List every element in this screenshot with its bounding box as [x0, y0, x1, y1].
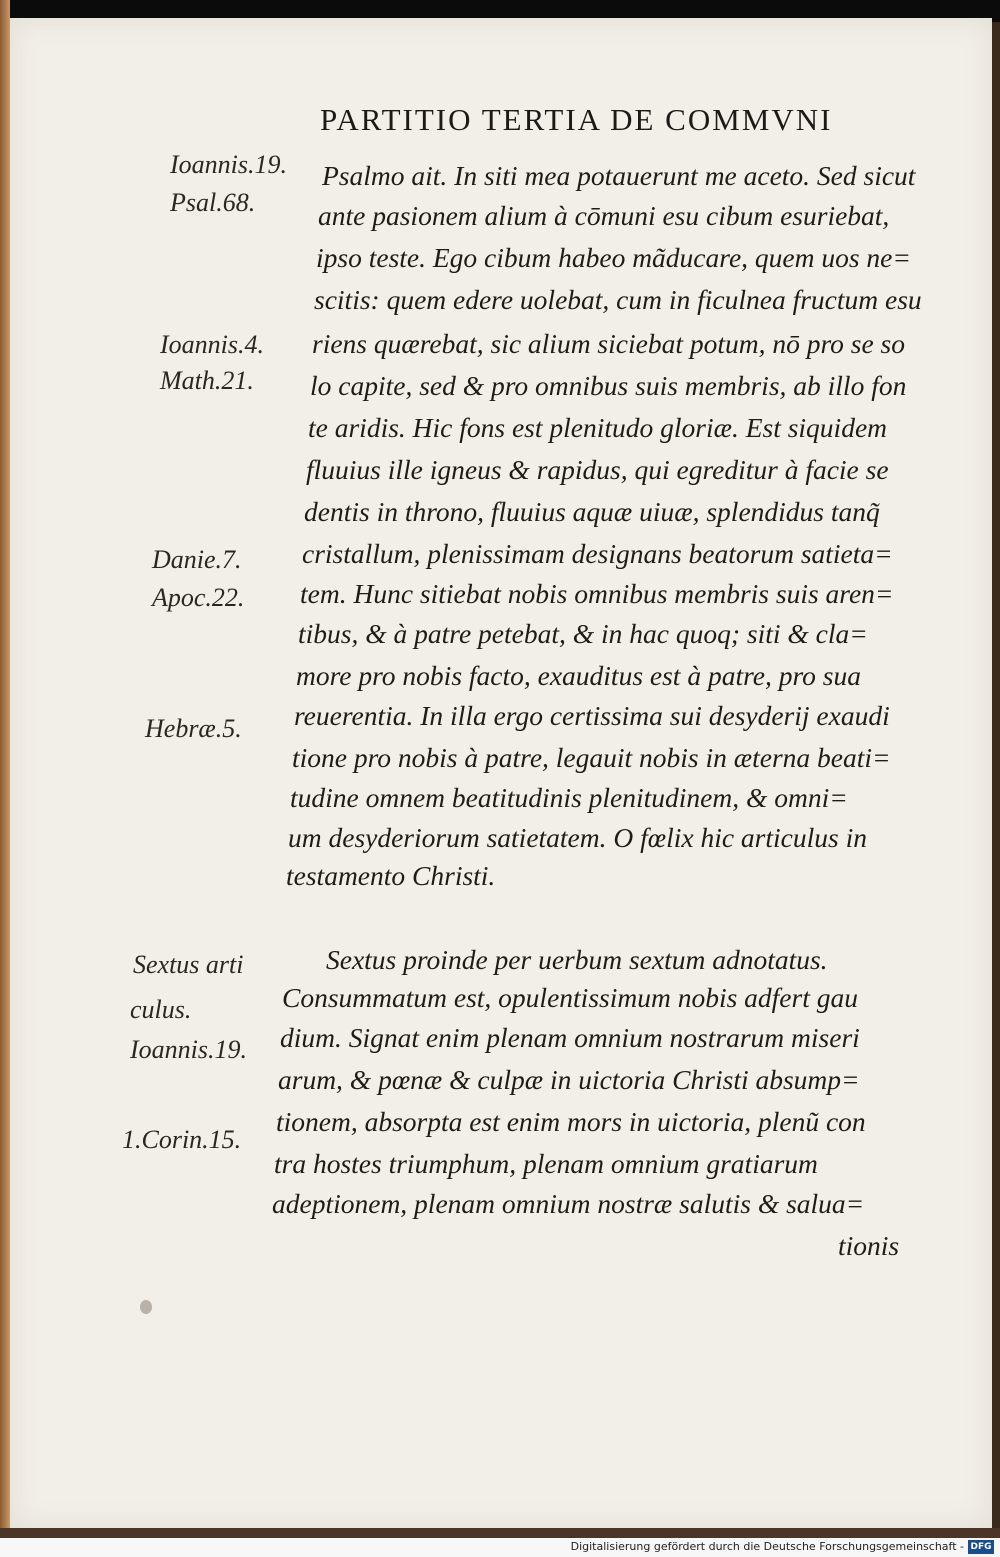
- digitization-credit: Digitalisierung gefördert durch die Deutsche Forschungsgemeinschaft -: [570, 1540, 964, 1553]
- body-line: arum, & pœnæ & culpæ in uictoria Christi absump=: [278, 1064, 860, 1095]
- book-edge: [0, 0, 10, 1530]
- body-line: more pro nobis facto, exauditus est à patre, pro sua: [296, 660, 861, 691]
- body-line: adeptionem, plenam omnium nostræ salutis & salua=: [272, 1188, 865, 1219]
- margin-note: Ioannis.19.: [130, 1035, 247, 1064]
- dfg-logo: DFG: [968, 1540, 994, 1554]
- body-line: scitis: quem edere uolebat, cum in ficulnea fructum esu: [314, 284, 922, 315]
- body-line: ante pasionem alium à cōmuni esu cibum esuriebat,: [318, 200, 890, 231]
- ink-blot: [140, 1300, 152, 1314]
- margin-note: Ioannis.19.: [170, 150, 287, 179]
- body-line: tudine omnem beatitudinis plenitudinem, & omni=: [290, 782, 848, 813]
- body-line: dentis in throno, fluuius aquæ uiuæ, splendidus tanq̃: [304, 496, 880, 527]
- body-line: tione pro nobis à patre, legauit nobis in æterna beati=: [292, 742, 891, 773]
- body-line: tibus, & à patre petebat, & in hac quoq; siti & cla=: [298, 618, 868, 649]
- body-line: um desyderiorum satietatem. O fœlix hic articulus in: [288, 822, 867, 853]
- body-line: dium. Signat enim plenam omnium nostrarum miseri: [280, 1022, 860, 1053]
- margin-note: Sextus arti: [133, 950, 244, 979]
- margin-note: culus.: [130, 995, 192, 1024]
- body-line: cristallum, plenissimam designans beatorum satieta=: [302, 538, 893, 569]
- margin-note: Ioannis.4.: [160, 330, 264, 359]
- running-header: PARTITIO TERTIA DE COMMVNI: [320, 102, 833, 137]
- margin-note: Apoc.22.: [152, 583, 245, 612]
- body-line: Psalmo ait. In siti mea potauerunt me aceto. Sed sicut: [322, 160, 916, 191]
- body-line: ipso teste. Ego cibum habeo mãducare, quem uos ne=: [316, 242, 911, 273]
- body-line: reuerentia. In illa ergo certissima sui desyderij exaudi: [294, 700, 890, 731]
- body-line: tem. Hunc sitiebat nobis omnibus membris suis aren=: [300, 578, 894, 609]
- margin-note: Psal.68.: [170, 188, 256, 217]
- body-line: riens quærebat, sic alium siciebat potum, nō pro se so: [312, 328, 906, 359]
- body-line: testamento Christi.: [286, 860, 496, 891]
- body-line: lo capite, sed & pro omnibus suis membris, ab illo fon: [310, 370, 907, 401]
- margin-note: Danie.7.: [152, 545, 242, 574]
- body-line: Consummatum est, opulentissimum nobis adfert gau: [282, 982, 858, 1013]
- body-line: te aridis. Hic fons est plenitudo gloriæ. Est siquidem: [308, 412, 888, 443]
- body-line: tionem, absorpta est enim mors in uictoria, plenũ con: [276, 1106, 866, 1137]
- margin-note: Hebræ.5.: [145, 714, 242, 743]
- body-line: Sextus proinde per uerbum sextum adnotatus.: [326, 944, 828, 975]
- scan-bottom-band: [0, 1528, 1000, 1538]
- body-line: tra hostes triumphum, plenam omnium gratiarum: [274, 1148, 818, 1179]
- margin-note: Math.21.: [160, 366, 254, 395]
- margin-note: 1.Corin.15.: [122, 1125, 242, 1154]
- body-line: fluuius ille igneus & rapidus, qui egreditur à facie se: [306, 454, 889, 485]
- body-line: tionis: [838, 1230, 900, 1261]
